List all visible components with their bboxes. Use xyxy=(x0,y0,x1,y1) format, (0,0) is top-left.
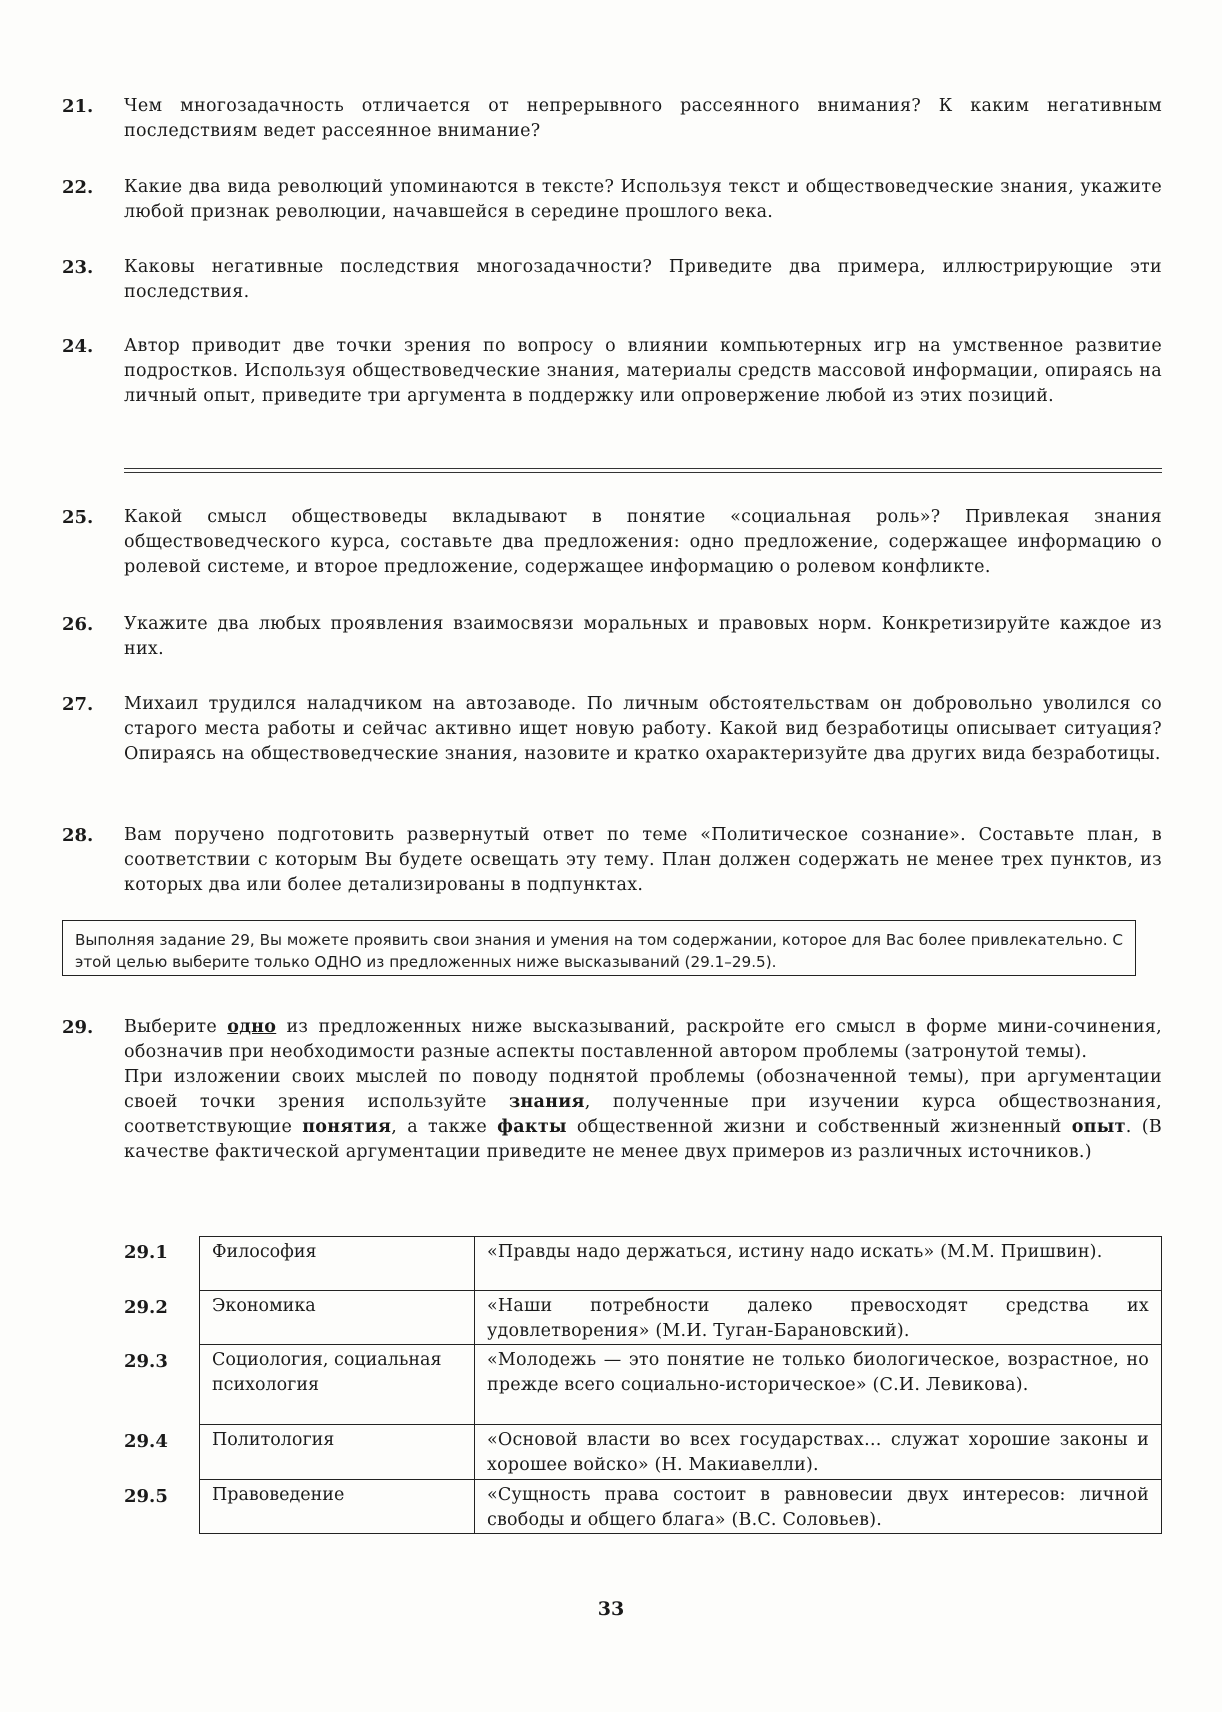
question-text: Какие два вида революций упоминаются в тексте? Используя текст и обществоведческие знания, укажите любой признак революции, начавшейся в середине прошлого века. xyxy=(124,177,1162,222)
question-number: 28. xyxy=(62,825,94,846)
topic-field: Экономика xyxy=(200,1291,475,1345)
topic-number: 29.5 xyxy=(124,1486,168,1507)
question-text: Вам поручено подготовить развернутый ответ по теме «Политическое сознание». Составьте план, в соответствии с которым Вы будете освещать эту тему. План должен содержать не менее трех пунктов, из которых два или более детализированы в подпунктах. xyxy=(124,825,1162,895)
q29-instruction: Выберите одно из предложенных ниже высказываний, раскройте его смысл в форме мини-сочинения, обозначив при необходимости разные аспекты поставленной автором проблемы (затронутой темы). xyxy=(124,1017,1162,1062)
question-number: 26. xyxy=(62,614,94,635)
question-text: Каковы негативные последствия многозадачности? Приведите два примера, иллюстрирующие эти последствия. xyxy=(124,257,1162,302)
table-row xyxy=(200,1480,1162,1534)
topic-field: Правоведение xyxy=(200,1480,475,1534)
question-25 xyxy=(62,505,1162,580)
question-number: 24. xyxy=(62,336,94,357)
question-number: 29. xyxy=(62,1017,94,1038)
table-row xyxy=(200,1425,1162,1480)
question-text xyxy=(124,1015,1162,1165)
question-number: 27. xyxy=(62,694,94,715)
section-divider xyxy=(124,468,1162,473)
question-number: 21. xyxy=(62,96,94,117)
question-27 xyxy=(62,692,1162,767)
question-number: 25. xyxy=(62,507,94,528)
topic-field: Социология, социальная психология xyxy=(200,1345,475,1425)
question-text: Чем многозадачность отличается от непрерывного рассеянного внимания? К каким негативным последствиям ведет рассеянное внимание? xyxy=(124,96,1162,141)
topic-quote: «Основой власти во всех государствах… служат хорошие законы и хорошее войско» (Н. Макиавелли). xyxy=(475,1425,1162,1480)
question-text: Укажите два любых проявления взаимосвязи моральных и правовых норм. Конкретизируйте каждое из них. xyxy=(124,614,1162,659)
question-29 xyxy=(62,1015,1162,1165)
question-21 xyxy=(62,94,1162,144)
topic-number: 29.1 xyxy=(124,1242,168,1263)
topic-quote: «Молодежь — это понятие не только биологическое, возрастное, но прежде всего социально-историческое» (С.И. Левикова). xyxy=(475,1345,1162,1425)
topic-quote: «Правды надо держаться, истину надо искать» (М.М. Пришвин). xyxy=(475,1237,1162,1291)
topics-table xyxy=(199,1236,1162,1534)
topic-quote: «Сущность права состоит в равновесии двух интересов: личной свободы и общего блага» (В.С. Соловьев). xyxy=(475,1480,1162,1534)
topic-number: 29.2 xyxy=(124,1297,168,1318)
question-24 xyxy=(62,334,1162,409)
question-number: 23. xyxy=(62,257,94,278)
topic-field: Политология xyxy=(200,1425,475,1480)
table-row xyxy=(200,1291,1162,1345)
table-row xyxy=(200,1237,1162,1291)
table-row xyxy=(200,1345,1162,1425)
question-text: Какой смысл обществоведы вкладывают в понятие «социальная роль»? Привлекая знания обществоведческого курса, составьте два предложения: одно предложение, содержащее информацию о ролевой системе, и второе предложение, содержащее информацию о ролевом конфликте. xyxy=(124,507,1162,577)
question-22 xyxy=(62,175,1162,225)
task-29-notice-box: Выполняя задание 29, Вы можете проявить свои знания и умения на том содержании, которое для Вас более привлекательно. С этой целью выберите только ОДНО из предложенных ниже высказываний (29.1–29.5). xyxy=(62,920,1136,976)
topic-field: Философия xyxy=(200,1237,475,1291)
question-number: 22. xyxy=(62,177,94,198)
question-28 xyxy=(62,823,1162,898)
q29-guidance: При изложении своих мыслей по поводу поднятой проблемы (обозначенной темы), при аргументации своей точки зрения используйте знания, полученные при изучении курса обществознания, соответствующие понятия, а также факты общественной жизни и собственный жизненный опыт. (В качестве фактической аргументации приведите не менее двух примеров из различных источников.) xyxy=(124,1067,1162,1162)
question-text: Михаил трудился наладчиком на автозаводе. По личным обстоятельствам он добровольно уволился со старого места работы и сейчас активно ищет новую работу. Какой вид безработицы описывает ситуация? Опираясь на обществоведческие знания, назовите и кратко охарактеризуйте два других вида безработицы. xyxy=(124,694,1162,764)
question-23 xyxy=(62,255,1162,305)
question-26 xyxy=(62,612,1162,662)
topic-number: 29.3 xyxy=(124,1351,168,1372)
question-text: Автор приводит две точки зрения по вопросу о влиянии компьютерных игр на умственное развитие подростков. Используя обществоведческие знания, материалы средств массовой информации, опираясь на личный опыт, приведите три аргумента в поддержку или опровержение любой из этих позиций. xyxy=(124,336,1162,406)
topic-number: 29.4 xyxy=(124,1431,168,1452)
page-number: 33 xyxy=(597,1598,625,1620)
topic-quote: «Наши потребности далеко превосходят средства их удовлетворения» (М.И. Туган-Барановский). xyxy=(475,1291,1162,1345)
